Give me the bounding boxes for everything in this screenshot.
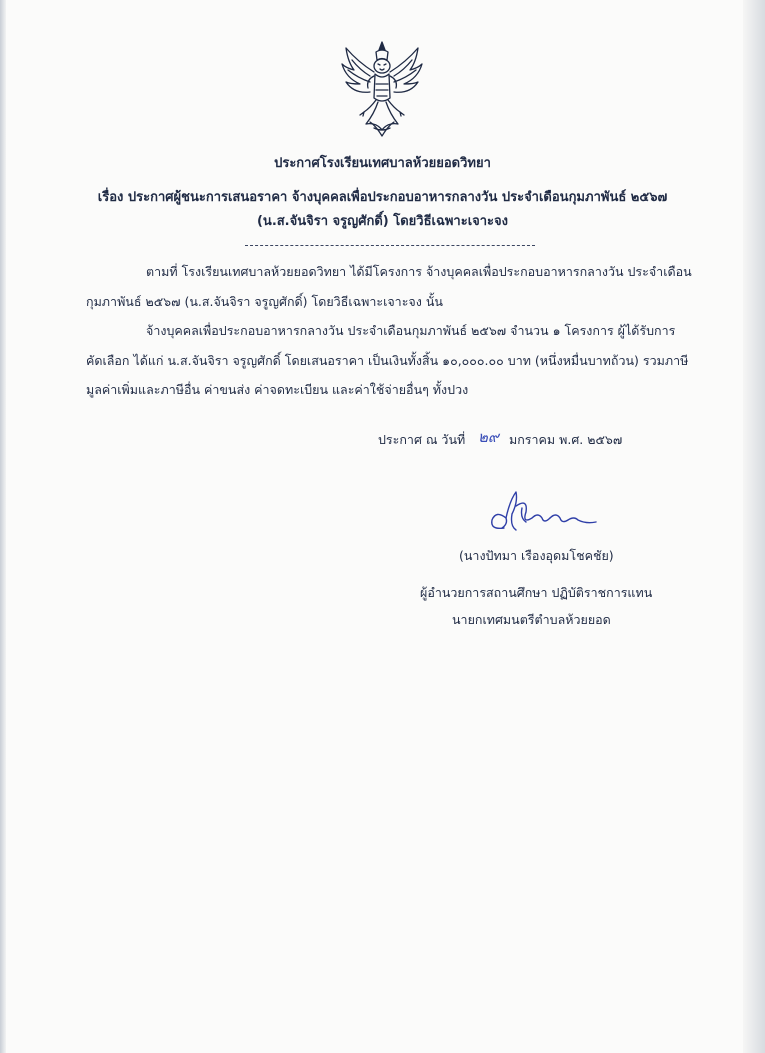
document-title: ประกาศโรงเรียนเทศบาลห้วยยอดวิทยา — [274, 156, 491, 171]
paragraph-2-line-2: คัดเลือก ได้แก่ น.ส.จันจิรา จรูญศักดิ์ โดยเสนอราคา เป็นเงินทั้งสิ้น ๑๐,๐๐๐.๐๐ บาท (หนึ่งหมื่นบาทถ้วน) รวมภาษี — [86, 353, 689, 368]
paragraph-1-line-1: ตามที่ โรงเรียนเทศบาลห้วยยอดวิทยา ได้มีโครงการ จ้างบุคคลเพื่อประกอบอาหารกลางวัน ประจำเดือน — [146, 264, 692, 279]
paragraph-2-line-3: มูลค่าเพิ่มและภาษีอื่น ค่าขนส่ง ค่าจดทะเบียน และค่าใช้จ่ายอื่นๆ ทั้งปวง — [86, 382, 469, 397]
announcement-date-prefix: ประกาศ ณ วันที่ — [378, 432, 466, 447]
subject-line-1: เรื่อง ประกาศผู้ชนะการเสนอราคา จ้างบุคคลเพื่อประกอบอาหารกลางวัน ประจำเดือนกุมภาพันธ์ ๒๕๖๗ — [97, 190, 668, 205]
paragraph-2-line-1: จ้างบุคคลเพื่อประกอบอาหารกลางวัน ประจำเดือนกุมภาพันธ์ ๒๕๖๗ จำนวน ๑ โครงการ ผู้ได้รับการ — [146, 323, 676, 338]
paragraph-1-line-2: กุมภาพันธ์ ๒๕๖๗ (น.ส.จันจิรา จรูญศักดิ์) โดยวิธีเฉพาะเจาะจง นั้น — [86, 294, 443, 309]
signatory-position-line-1: ผู้อำนวยการสถานศึกษา ปฏิบัติราชการแทน — [420, 585, 653, 600]
garuda-emblem-icon — [340, 40, 424, 140]
handwritten-signature-icon — [482, 488, 600, 538]
signatory-name: (นางปัทมา เรืองอุดมโชคชัย) — [459, 548, 614, 563]
announcement-day-handwritten: ๒๙ — [478, 428, 499, 446]
title-separator — [245, 245, 535, 246]
subject-line-2: (น.ส.จันจิรา จรูญศักดิ์) โดยวิธีเฉพาะเจาะจง — [256, 214, 508, 229]
announcement-date-suffix: มกราคม พ.ศ. ๒๕๖๗ — [509, 432, 623, 447]
signatory-position-line-2: นายกเทศมนตรีตำบลห้วยยอด — [452, 612, 611, 627]
